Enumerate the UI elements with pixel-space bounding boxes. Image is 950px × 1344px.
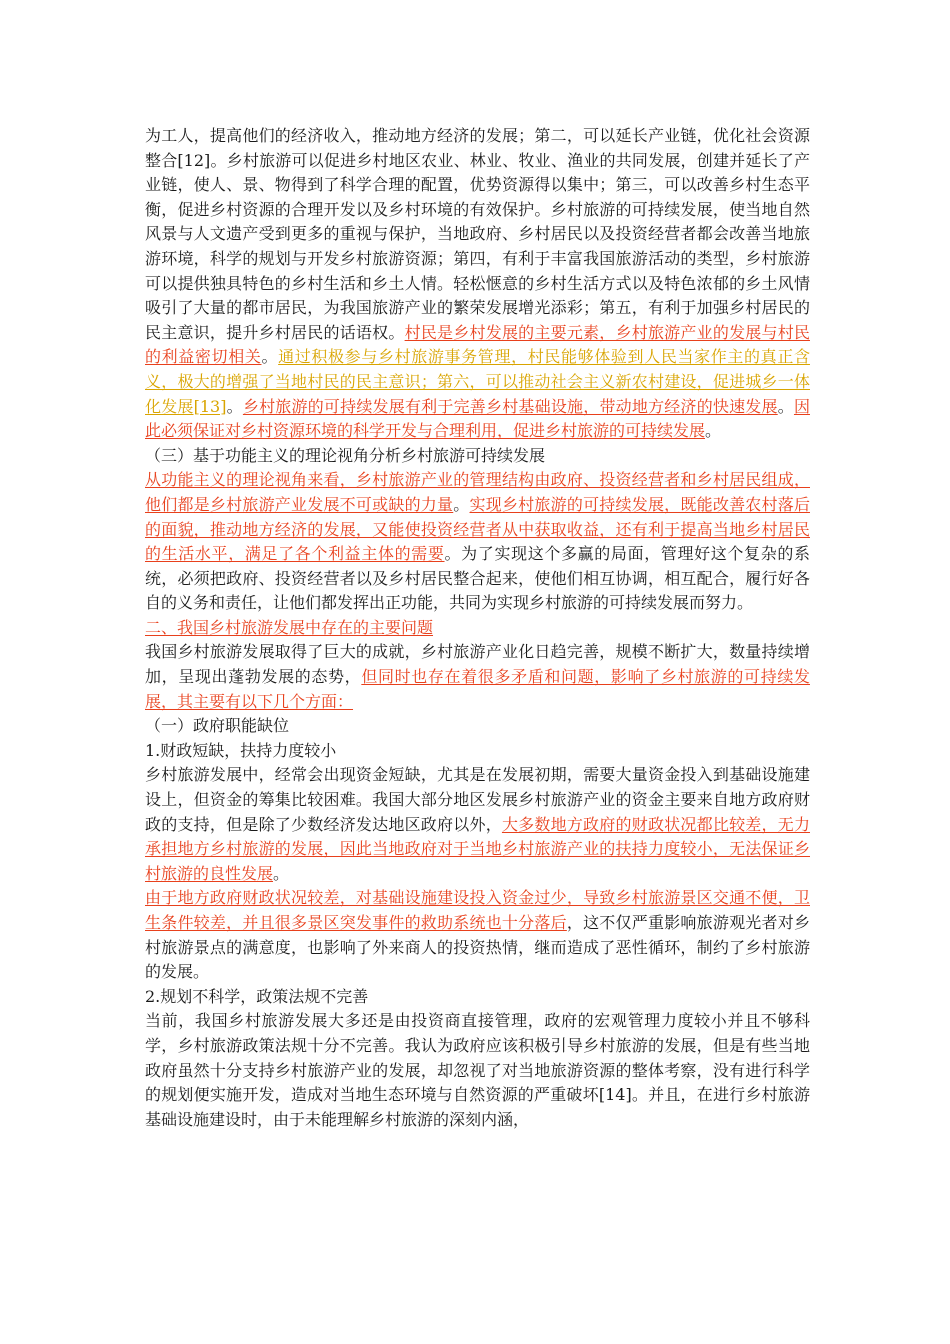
- red-highlighted-text: 因此必须保证对乡村资源环境的科学开发与合理利用，促进乡村旅游的可持续发展: [145, 396, 810, 441]
- text-segment: 为工人，提高他们的经济收入，推动地方经济的发展；第二，可以延长产业链，优化社会资源整合[12]。乡村旅游可以促进乡村地区农业、林业、牧业、渔业的共同发展，创建并延长了产业链，使人、景、物得到了科学合理的配置，优势资源得以集中；第三，可以改善乡村生态平衡，促进乡村资源的合理开发以及乡村环境的有效保护。乡村旅游的可持续发展，使当地自然风景与人文遗产受到更多的重视与保护，当地政府、乡村居民以及投资经营者都会改善当地旅游环境，科学的规划与开发乡村旅游资源；第四，有利于丰富我国旅游活动的类型，乡村旅游可以提供独具特色的乡村生活和乡土人情。轻松惬意的乡村生活方式以及特色浓郁的乡土风情吸引了大量的都市居民，为我国旅游产业的繁荣发展增光添彩；第五，有利于加强乡村居民的民主意识，提升乡村居民的话语权。: [145, 126, 810, 342]
- red-highlighted-text: 乡村旅游的可持续发展有利于完善乡村基础设施，带动地方经济的快速发展: [242, 396, 778, 416]
- text-segment: ，这不仅严重影响旅游观光者对乡村旅游景点的满意度，也影响了外来商人的投资热情，继而造成了恶性循环，制约了乡村旅游的发展。: [145, 913, 810, 982]
- text-segment: 。: [777, 396, 794, 416]
- section-heading: [145, 739, 810, 764]
- text-segment: 。: [705, 421, 722, 441]
- red-highlighted-text: 但同时也存在着很多矛盾和问题，影响了乡村旅游的可持续发展，其主要有以下几个方面：: [145, 667, 810, 711]
- text-segment: 。: [226, 396, 243, 416]
- text-segment: 2.规划不科学，政策法规不完善: [145, 986, 369, 1006]
- text-segment: 1.财政短缺，扶持力度较小: [145, 740, 337, 760]
- text-segment: 乡村旅游发展中，经常会出现资金短缺，尤其是在发展初期，需要大量资金投入到基础设施建设上，但资金的筹集比较困难。我国大部分地区发展乡村旅游产业的资金主要来自地方政府财政的支持，但是除了少数经济发达地区政府以外，: [145, 765, 810, 834]
- text-segment: 。: [273, 863, 290, 883]
- section-heading: [145, 444, 810, 469]
- red-highlighted-text: 由于地方政府财政状况较差，对基础设施建设投入资金过少，导致乡村旅游景区交通不便，卫生条件较差，并且很多景区突发事件的救助系统也十分落后: [145, 888, 810, 932]
- red-highlighted-text: 二、我国乡村旅游发展中存在的主要问题: [145, 617, 434, 637]
- section-heading: [145, 714, 810, 739]
- text-segment: （一）政府职能缺位: [145, 716, 290, 736]
- text-segment: 。为了实现这个多赢的局面，管理好这个复杂的系统，必须把政府、投资经营者以及乡村居民整合起来，使他们相互协调，相互配合，履行好各自的义务和责任，让他们都发挥出正功能，共同为实现乡村旅游的可持续发展而努力。: [145, 544, 810, 613]
- text-segment: 。: [453, 494, 470, 514]
- body-paragraph: [145, 886, 810, 984]
- text-segment: （三）基于功能主义的理论视角分析乡村旅游可持续发展: [145, 445, 546, 465]
- body-paragraph: [145, 1009, 810, 1132]
- body-paragraph: [145, 763, 810, 886]
- body-paragraph: [145, 468, 810, 616]
- body-paragraph: [145, 640, 810, 714]
- section-heading: [145, 616, 810, 641]
- text-segment: 。: [261, 347, 279, 367]
- red-highlighted-text: 村民是乡村发展的主要元素，乡村旅游产业的发展与村民的利益密切相关: [145, 322, 810, 367]
- red-highlighted-text: 大多数地方政府的财政状况都比较差，无力承担地方乡村旅游的发展，因此当地政府对于当地乡村旅游产业的扶持力度较小，无法保证乡村旅游的良性发展: [145, 814, 810, 883]
- section-heading: [145, 985, 810, 1010]
- red-highlighted-text: 实现乡村旅游的可持续发展，既能改善农村落后的面貌，推动地方经济的发展，又能使投资经营者从中获取收益，还有利于提高当地乡村居民的生活水平，满足了各个利益主体的需要: [145, 494, 810, 564]
- text-segment: 我国乡村旅游发展取得了巨大的成就，乡村旅游产业化日趋完善，规模不断扩大，数量持续增加，呈现出蓬勃发展的态势，: [145, 642, 810, 687]
- red-highlighted-text: 从功能主义的理论视角来看，乡村旅游产业的管理结构由政府、投资经营者和乡村居民组成，他们都是乡村旅游产业发展不可或缺的力量: [145, 470, 810, 514]
- body-paragraph: [145, 124, 810, 444]
- yellow-highlighted-text: 通过积极参与乡村旅游事务管理，村民能够体验到人民当家作主的真正含义，极大的增强了当地村民的民主意识；第六，可以推动社会主义新农村建设，促进城乡一体化发展[13]: [145, 347, 810, 416]
- document-body: [145, 124, 810, 1132]
- text-segment: 当前，我国乡村旅游发展大多还是由投资商直接管理，政府的宏观管理力度较小并且不够科学，乡村旅游政策法规十分不完善。我认为政府应该积极引导乡村旅游的发展，但是有些当地政府虽然十分支持乡村旅游产业的发展，却忽视了对当地旅游资源的整体考察，没有进行科学的规划便实施开发，造成对当地生态环境与自然资源的严重破坏[14]。并且，在进行乡村旅游基础设施建设时，由于未能理解乡村旅游的深刻内涵，: [145, 1011, 810, 1129]
